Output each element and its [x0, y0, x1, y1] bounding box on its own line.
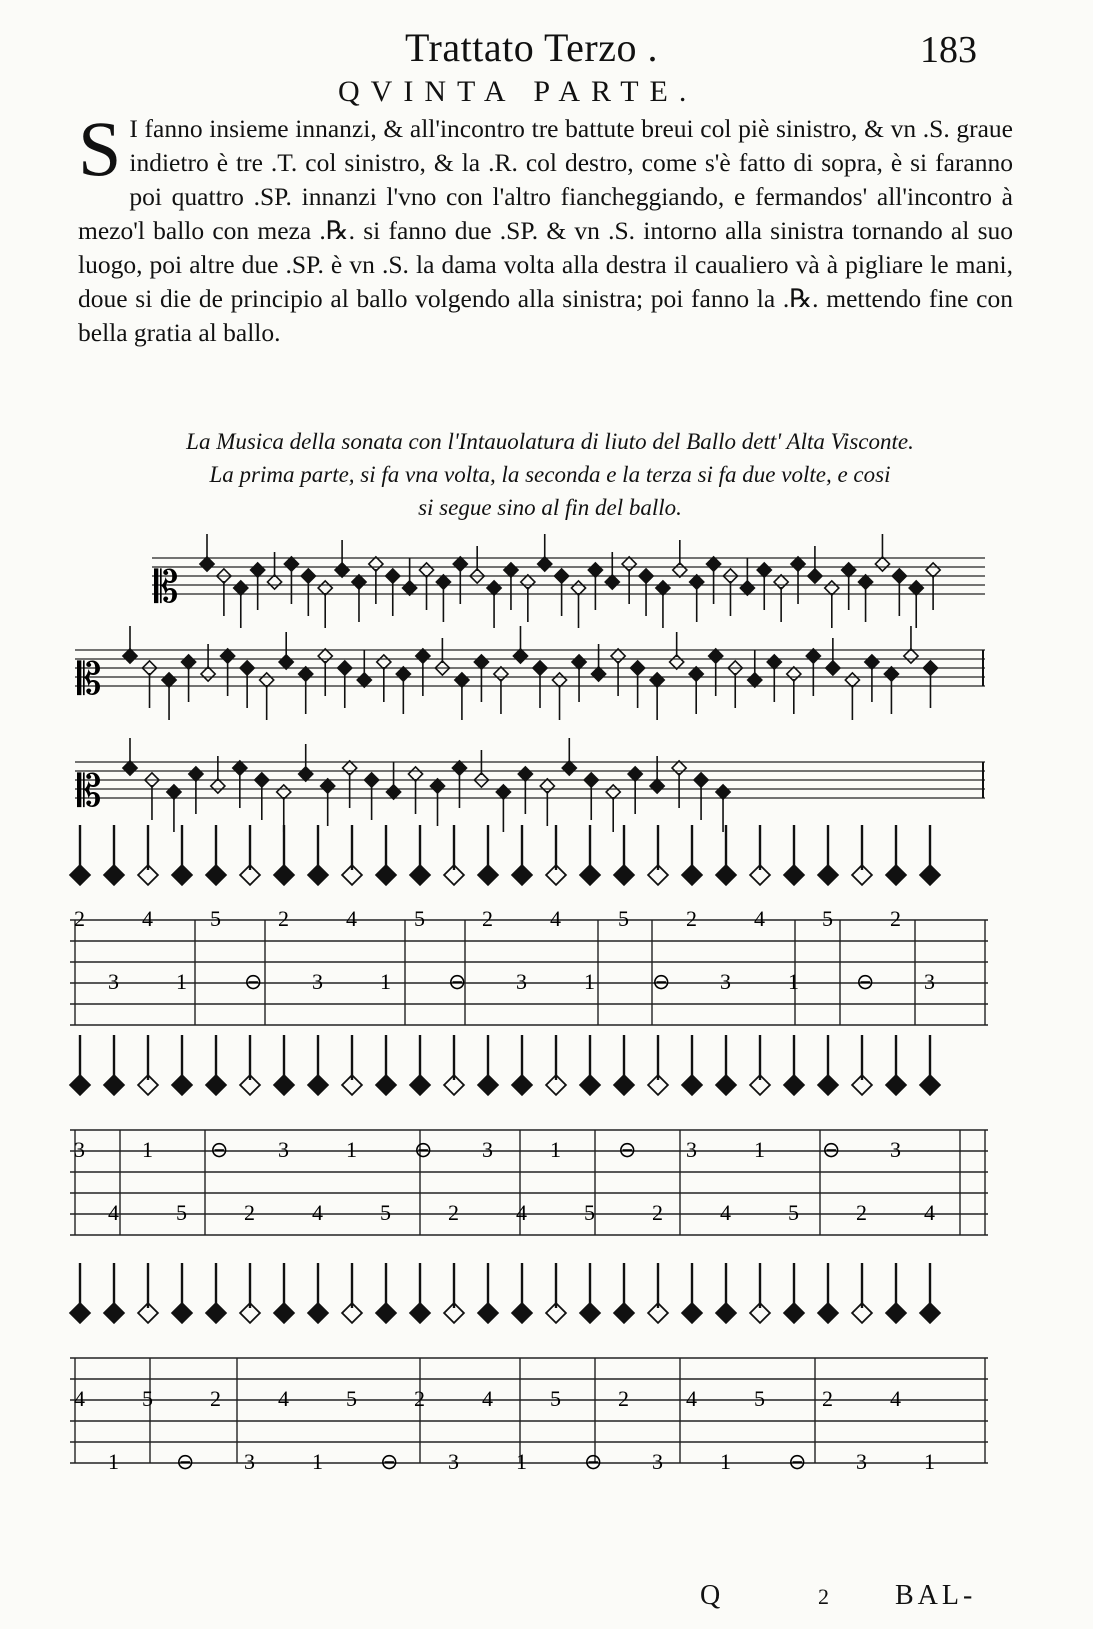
note-head [592, 667, 606, 681]
rhythm-flag [206, 1075, 226, 1095]
fret-cipher: 5 [142, 1386, 153, 1411]
note-head [343, 761, 357, 775]
fret-cipher: 1 [924, 1449, 935, 1474]
note-head [162, 673, 176, 687]
note-head [123, 649, 137, 663]
note-head [670, 655, 684, 669]
page-footer [0, 1580, 1093, 1620]
fret-cipher: 4 [720, 1200, 731, 1225]
fret-cipher: 1 [720, 1449, 731, 1474]
rhythm-flag [920, 1075, 940, 1095]
rhythm-flag [614, 1075, 634, 1095]
note-head [892, 569, 906, 583]
rhythm-flag [512, 1075, 532, 1095]
note-head [709, 649, 723, 663]
note-head [408, 767, 422, 781]
note-head [386, 569, 400, 583]
note-head [572, 655, 586, 669]
rhythm-flag [274, 865, 294, 885]
rhythm-flag [70, 1303, 90, 1323]
note-head [858, 575, 872, 589]
caption-line-2: La prima parte, si fa vna volta, la seconda e la terza si fa due volte, e cosi [209, 462, 891, 487]
note-head [301, 569, 315, 583]
fret-cipher: 2 [278, 906, 289, 931]
note-head [716, 785, 730, 799]
fret-cipher: 5 [584, 1200, 595, 1225]
note-head [540, 779, 554, 793]
fret-cipher: 5 [822, 906, 833, 931]
fret-cipher: 1 [516, 1449, 527, 1474]
note-head [584, 773, 598, 787]
note-head [255, 773, 269, 787]
c-clef-icon: 𝄡 [77, 766, 102, 817]
c-clef-icon: 𝄡 [154, 562, 179, 613]
fret-cipher: 3 [278, 1137, 289, 1162]
fret-cipher: 2 [652, 1200, 663, 1225]
fret-cipher: 2 [482, 906, 493, 931]
rhythm-flag [104, 1303, 124, 1323]
rhythm-flag [376, 865, 396, 885]
signature-number: 2 [818, 1584, 829, 1609]
note-head [240, 661, 254, 675]
fret-cipher: ⊖ [380, 1449, 399, 1474]
page-number: 183 [920, 29, 977, 71]
rhythm-flag [376, 1303, 396, 1323]
note-head [707, 557, 721, 571]
rhythm-flag [172, 865, 192, 885]
rhythm-flag [478, 865, 498, 885]
fret-cipher: 3 [890, 1137, 901, 1162]
rhythm-flag [716, 865, 736, 885]
note-head [403, 581, 417, 595]
rhythm-flag [614, 865, 634, 885]
rhythm-flag [206, 1303, 226, 1323]
rhythm-flag [682, 865, 702, 885]
note-head [884, 667, 898, 681]
fret-cipher: 3 [74, 1137, 85, 1162]
note-head [650, 779, 664, 793]
rhythm-flag [512, 1303, 532, 1323]
fret-cipher: ⊖ [244, 969, 263, 994]
note-head [167, 785, 181, 799]
note-head [562, 761, 576, 775]
rhythm-flag [308, 865, 328, 885]
rhythm-flag [410, 1075, 430, 1095]
fret-cipher: 5 [346, 1386, 357, 1411]
fret-cipher: 2 [448, 1200, 459, 1225]
rhythm-flag [818, 1303, 838, 1323]
note-head [538, 557, 552, 571]
rhythm-flag [818, 1075, 838, 1095]
fret-cipher: 3 [244, 1449, 255, 1474]
fret-cipher: 4 [686, 1386, 697, 1411]
note-head [611, 649, 625, 663]
note-head [923, 661, 937, 675]
note-head [605, 575, 619, 589]
note-head [808, 569, 822, 583]
rhythm-flag [478, 1303, 498, 1323]
fret-cipher: ⊖ [210, 1137, 229, 1162]
rhythm-flag [274, 1303, 294, 1323]
note-head [774, 575, 788, 589]
rhythm-flag [682, 1303, 702, 1323]
fret-cipher: 1 [346, 1137, 357, 1162]
fret-cipher: 5 [210, 906, 221, 931]
rhythm-flag [410, 865, 430, 885]
note-head [826, 661, 840, 675]
tablature-system [70, 1263, 988, 1474]
fret-cipher: 4 [346, 906, 357, 931]
note-head [842, 563, 856, 577]
note-head [628, 767, 642, 781]
fret-cipher: 1 [142, 1137, 153, 1162]
note-head [416, 649, 430, 663]
note-head [267, 575, 281, 589]
note-head [875, 557, 889, 571]
note-head [496, 785, 510, 799]
note-head [221, 649, 235, 663]
rhythm-flag [172, 1075, 192, 1095]
caption-line-3: si segue sino al fin del ballo. [418, 495, 682, 520]
fret-cipher: 3 [924, 969, 935, 994]
note-head [672, 761, 686, 775]
fret-cipher: 2 [618, 1386, 629, 1411]
note-head [335, 563, 349, 577]
rhythm-flag [784, 1075, 804, 1095]
fret-cipher: 2 [890, 906, 901, 931]
rhythm-flag [104, 1075, 124, 1095]
note-head [260, 673, 274, 687]
note-head [233, 761, 247, 775]
fret-cipher: 1 [788, 969, 799, 994]
note-head [571, 581, 585, 595]
note-head [533, 661, 547, 675]
rhythm-flag [818, 865, 838, 885]
note-head [825, 581, 839, 595]
rhythm-flag [784, 865, 804, 885]
note-head [791, 557, 805, 571]
rhythm-flag [274, 1075, 294, 1095]
note-head [504, 563, 518, 577]
note-head [338, 661, 352, 675]
note-head [690, 575, 704, 589]
fret-cipher: 5 [176, 1200, 187, 1225]
note-head [321, 779, 335, 793]
fret-cipher: 2 [74, 906, 85, 931]
note-head [757, 563, 771, 577]
note-head [555, 569, 569, 583]
note-head [552, 673, 566, 687]
fret-cipher: 2 [414, 1386, 425, 1411]
note-head [318, 649, 332, 663]
note-head [639, 569, 653, 583]
fret-cipher: 4 [482, 1386, 493, 1411]
caption-line-1: La Musica della sonata con l'Intauolatura di liuto del Ballo dett' Alta Visconte. [186, 429, 914, 454]
rhythm-flag [886, 865, 906, 885]
note-head [279, 655, 293, 669]
note-head [189, 767, 203, 781]
fret-cipher: 3 [686, 1137, 697, 1162]
note-head [513, 649, 527, 663]
note-head [622, 557, 636, 571]
note-head [436, 575, 450, 589]
note-head [377, 655, 391, 669]
rhythm-flag [70, 865, 90, 885]
c-clef-icon: 𝄡 [77, 654, 102, 705]
melody-staff [75, 738, 985, 832]
tablature-system [70, 1035, 988, 1235]
rhythm-flag [376, 1075, 396, 1095]
note-head [904, 649, 918, 663]
note-head [767, 655, 781, 669]
note-head [251, 563, 265, 577]
fret-cipher: 1 [550, 1137, 561, 1162]
fret-cipher: 5 [550, 1386, 561, 1411]
melody-staves [75, 534, 985, 832]
fret-cipher: 3 [856, 1449, 867, 1474]
fret-cipher: 5 [788, 1200, 799, 1225]
note-head [689, 667, 703, 681]
fret-cipher: 3 [108, 969, 119, 994]
melody-staff [75, 626, 985, 720]
note-head [606, 785, 620, 799]
page-title: Trattato Terzo . [405, 25, 658, 70]
rhythm-flag [784, 1303, 804, 1323]
fret-cipher: 1 [754, 1137, 765, 1162]
fret-cipher: 2 [822, 1386, 833, 1411]
note-head [453, 557, 467, 571]
fret-cipher: ⊖ [822, 1137, 841, 1162]
fret-cipher: 4 [108, 1200, 119, 1225]
fret-cipher: 2 [856, 1200, 867, 1225]
note-head [748, 673, 762, 687]
note-head [234, 581, 248, 595]
fret-cipher: ⊖ [448, 969, 467, 994]
fret-cipher: ⊖ [618, 1137, 637, 1162]
note-head [656, 581, 670, 595]
rhythm-flag [478, 1075, 498, 1095]
fret-cipher: 1 [176, 969, 187, 994]
fret-cipher: 3 [312, 969, 323, 994]
lute-tablature [70, 825, 988, 1474]
fret-cipher: 3 [720, 969, 731, 994]
rhythm-flag [920, 865, 940, 885]
note-head [396, 667, 410, 681]
note-head [277, 785, 291, 799]
fret-cipher: 5 [380, 1200, 391, 1225]
fret-cipher: ⊖ [652, 969, 671, 994]
fret-cipher: 3 [516, 969, 527, 994]
rhythm-flag [580, 1075, 600, 1095]
drop-cap: S [78, 105, 122, 192]
rhythm-flag [920, 1303, 940, 1323]
note-head [352, 575, 366, 589]
note-head [182, 655, 196, 669]
fret-cipher: 4 [550, 906, 561, 931]
fret-cipher: 1 [380, 969, 391, 994]
fret-cipher: 3 [652, 1449, 663, 1474]
fret-cipher: ⊖ [414, 1137, 433, 1162]
note-head [865, 655, 879, 669]
signature-mark: Q [700, 1580, 721, 1611]
rhythm-flag [512, 865, 532, 885]
note-head [299, 767, 313, 781]
note-head [299, 667, 313, 681]
note-head [201, 667, 215, 681]
note-head [211, 779, 225, 793]
catchword: BAL- [895, 1580, 977, 1611]
fret-cipher: 2 [210, 1386, 221, 1411]
fret-cipher: 1 [108, 1449, 119, 1474]
fret-cipher: 4 [924, 1200, 935, 1225]
note-head [318, 581, 332, 595]
fret-cipher: 4 [278, 1386, 289, 1411]
note-head [588, 563, 602, 577]
fret-cipher: ⊖ [856, 969, 875, 994]
note-head [369, 557, 383, 571]
rhythm-flag [580, 865, 600, 885]
note-head [650, 673, 664, 687]
fret-cipher: ⊖ [788, 1449, 807, 1474]
note-head [740, 581, 754, 595]
note-head [845, 673, 859, 687]
tablature-system [70, 825, 988, 1025]
note-head [284, 557, 298, 571]
note-head [430, 779, 444, 793]
note-head [487, 581, 501, 595]
rhythm-flag [580, 1303, 600, 1323]
rhythm-flag [308, 1303, 328, 1323]
section-heading: QVINTA PARTE. [338, 75, 698, 108]
rhythm-flag [104, 865, 124, 885]
rhythm-flag [716, 1303, 736, 1323]
rhythm-flag [410, 1303, 430, 1323]
note-head [518, 767, 532, 781]
note-head [419, 563, 433, 577]
fret-cipher: 4 [890, 1386, 901, 1411]
rhythm-flag [172, 1303, 192, 1323]
rhythm-flag [308, 1075, 328, 1095]
fret-cipher: 5 [618, 906, 629, 931]
note-head [455, 673, 469, 687]
rhythm-flag [70, 1075, 90, 1095]
fret-cipher: 4 [312, 1200, 323, 1225]
fret-cipher: 1 [312, 1449, 323, 1474]
note-head [123, 761, 137, 775]
fret-cipher: 4 [74, 1386, 85, 1411]
fret-cipher: 3 [448, 1449, 459, 1474]
fret-cipher: 4 [516, 1200, 527, 1225]
note-head [494, 667, 508, 681]
rhythm-flag [682, 1075, 702, 1095]
note-head [909, 581, 923, 595]
note-head [631, 661, 645, 675]
note-head [806, 649, 820, 663]
note-head [673, 563, 687, 577]
melody-staff [152, 534, 985, 628]
rhythm-flag [886, 1303, 906, 1323]
note-head [200, 557, 214, 571]
note-head [365, 773, 379, 787]
fret-cipher: 2 [244, 1200, 255, 1225]
fret-cipher: 3 [482, 1137, 493, 1162]
fret-cipher: 4 [142, 906, 153, 931]
rhythm-flag [206, 865, 226, 885]
rhythm-flag [614, 1303, 634, 1323]
fret-cipher: 1 [584, 969, 595, 994]
rhythm-flag [886, 1075, 906, 1095]
fret-cipher: ⊖ [584, 1449, 603, 1474]
note-head [787, 667, 801, 681]
instructions-text: I fanno insieme innanzi, & all'incontro tre battute breui col piè sinistro, & vn .S. graue indietro è tre .T. col sinistro, & la .R. col destro, come s'è fatto di sopra, è si faranno poi quattro .SP. innanzi l'vno con l'altro fiancheggiando, e fermandos' all'incontro à mezo'l ballo con meza .℞. si fanno due .SP. & vn .S. intorno alla sinistra tornando al suo luogo, poi altre due .SP. è vn .S. la dama volta alla destra il caualiero và à pigliare le mani, doue si die de principio al ballo volgendo alla sinistra; poi fanno la .℞. mettendo fine con bella gratia al ballo. [78, 114, 1013, 347]
note-head [357, 673, 371, 687]
fret-cipher: 5 [754, 1386, 765, 1411]
fret-cipher: 5 [414, 906, 425, 931]
note-head [387, 785, 401, 799]
note-head [694, 773, 708, 787]
fret-cipher: ⊖ [176, 1449, 195, 1474]
note-head [521, 575, 535, 589]
note-head [926, 563, 940, 577]
fret-cipher: 4 [754, 906, 765, 931]
note-head [474, 655, 488, 669]
note-head [452, 761, 466, 775]
rhythm-flag [716, 1075, 736, 1095]
fret-cipher: 2 [686, 906, 697, 931]
